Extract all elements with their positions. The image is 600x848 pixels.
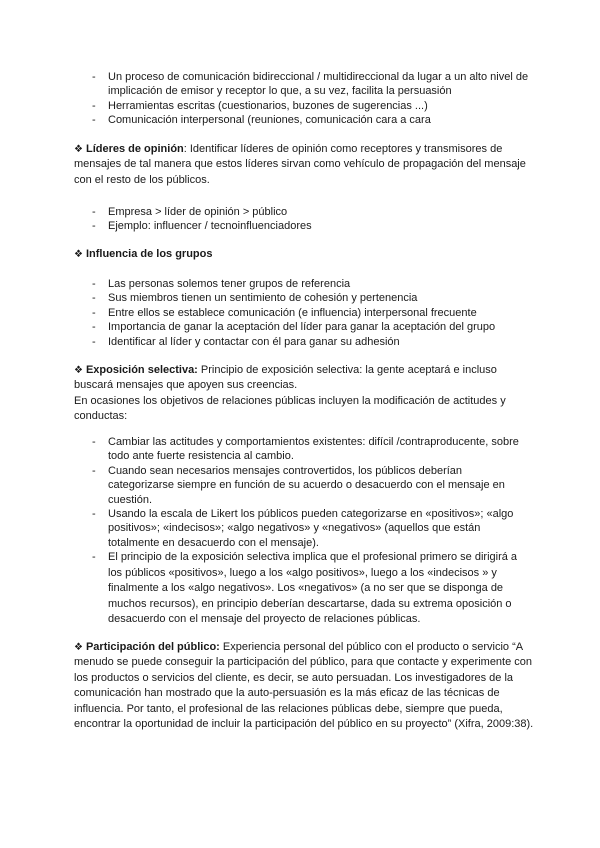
list-item: - Entre ellos se establece comunicación (e influencia) interpersonal frecuente: [74, 306, 530, 320]
list-item: - Importancia de ganar la aceptación del líder para ganar la aceptación del grupo: [74, 320, 530, 334]
lideres-heading: Líderes de opinión: [85, 143, 184, 155]
list-item: - Empresa > líder de opinión > público: [74, 205, 530, 219]
list-item: - Herramientas escritas (cuestionarios, buzones de sugerencias ...): [74, 99, 530, 113]
exposicion-text: Principio de exposición selectiva: la gente aceptará e incluso buscará mensajes que apoyen sus creencias.: [74, 364, 497, 392]
lideres-text: : Identificar líderes de opinión como receptores y transmisores de mensajes de tal manera que estos líderes sirvan como vehículo de propagación del mensaje con el resto de los públicos.: [74, 143, 526, 186]
lideres-list: [74, 205, 530, 234]
exposicion-paragraph-2: En ocasiones los objetivos de relaciones públicas incluyen la modificación de actitudes y conductas:: [74, 395, 506, 423]
diamond-bullet-icon: ❖: [74, 144, 83, 155]
lideres-paragraph: [74, 142, 534, 188]
participacion-paragraph: [74, 640, 534, 732]
exposicion-paragraph: [74, 363, 534, 394]
diamond-bullet-icon: ❖: [74, 642, 83, 653]
list-item: - Un proceso de comunicación bidireccional / multidireccional da lugar a un alto nivel de implicación de emisor y receptor lo que, a su vez, facilita la persuasión: [74, 70, 530, 99]
list-item: - El principio de la exposición selectiva implica que el profesional primero se dirigirá a los públicos «positivos», luego a los «algo positivos», luego a los «indecisos » y finalmente a los «algo negativos». Los «negativos» (a no ser que se disponga de muchos recursos), en principio deberían descartarse, dada su extrema oposición o desacuerdo con el mensaje del proyecto de relaciones públicas.: [74, 550, 530, 628]
list-item: - Usando la escala de Likert los públicos pueden categorizarse en «positivos»; «algo positivos»; «indecisos»; «algo negativos» y «negativos» (aquellos que están totalmente en desacuerdo con el mensaje).: [74, 507, 530, 550]
intro-list: [74, 70, 530, 128]
list-item: - Cambiar las actitudes y comportamientos existentes: difícil /contraproducente, sobre todo ante fuerte resistencia al cambio.: [74, 435, 530, 464]
diamond-bullet-icon: ❖: [74, 365, 83, 376]
list-item: - Identificar al líder y contactar con él para ganar su adhesión: [74, 335, 530, 349]
participacion-heading: Participación del público:: [85, 641, 220, 653]
grupos-list: [74, 277, 530, 349]
list-item: - Ejemplo: influencer / tecnoinfluenciadores: [74, 219, 530, 233]
participacion-text: Experiencia personal del público con el producto o servicio “A menudo se puede conseguir la participación del público, para que contacte y experimente con los productos o servicios del cliente, es decir, se auto persuadan. Los investigadores de la comunicación han mostrado que la auto-persuasión es la más eficaz de las técnicas de influencia. Por tanto, el profesional de las relaciones públicas debe, siempre que pueda, encontrar la oportunidad de incluir la participación del público en su proyecto” (Xifra, 2009:38).: [74, 641, 534, 731]
grupos-heading: Influencia de los grupos: [85, 248, 213, 260]
exposicion-heading: Exposición selectiva:: [85, 364, 198, 376]
list-item: - Las personas solemos tener grupos de referencia: [74, 277, 530, 291]
list-item: - Sus miembros tienen un sentimiento de cohesión y pertenencia: [74, 291, 530, 305]
exposicion-list: [74, 435, 530, 628]
list-item: - Cuando sean necesarios mensajes controvertidos, los públicos deberían categorizarse siempre en función de su acuerdo o desacuerdo con el mensaje en cuestión.: [74, 464, 530, 507]
list-item: - Comunicación interpersonal (reuniones, comunicación cara a cara: [74, 113, 530, 127]
grupos-paragraph: [74, 247, 534, 262]
diamond-bullet-icon: ❖: [74, 249, 83, 260]
